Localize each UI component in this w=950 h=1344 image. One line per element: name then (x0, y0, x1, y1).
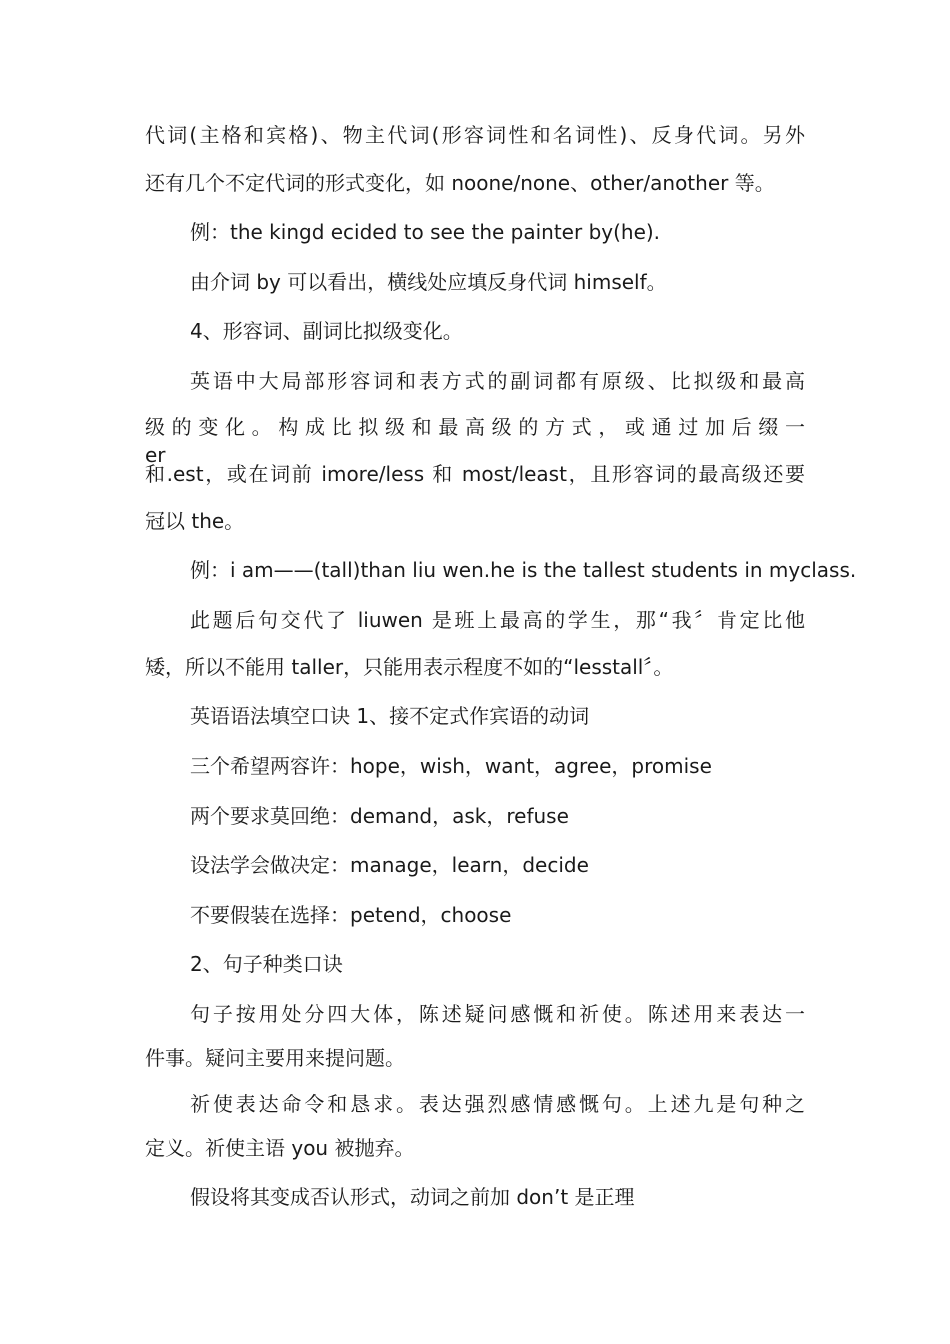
text-line: 例：the kingd ecided to see the painter by(he). (190, 220, 661, 244)
text-line: 假设将其变成否认形式，动词之前加 don’t 是正理 (190, 1185, 635, 1209)
text-line: 矮，所以不能用 taller，只能用表示程度不如的“lesstall〞。 (145, 655, 674, 679)
text-line: 级 的 变 化 。 构 成 比 拟 级 和 最 高 级 的 方 式 ， 或 通 过 加 后 缀 一 er (145, 415, 805, 467)
section-heading: 2、句子种类口诀 (190, 952, 343, 976)
text-line: 英语中大局部形容词和表方式的副词都有原级、比拟级和最高 (190, 369, 805, 393)
text-line: 和.est，或在词前 imore/less 和 most/least，且形容词的最高级还要 (145, 462, 805, 486)
section-heading: 4、形容词、副词比拟级变化。 (190, 319, 463, 343)
text-line: 由介词 by 可以看出，横线处应填反身代词 himself。 (190, 270, 667, 294)
text-line: 此题后句交代了 liuwen 是班上最高的学生，那“我〞肯定比他 (190, 608, 805, 632)
text-line: 还有几个不定代词的形式变化，如 noone/none、other/another 等。 (145, 171, 775, 195)
text-line: 不要假装在选择：petend，choose (190, 903, 512, 927)
text-line: 例：i am——(tall)than liu wen.he is the tallest students in myclass. (190, 558, 857, 582)
text-line: 代词(主格和宾格)、物主代词(形容词性和名词性)、反身代词。另外 (145, 123, 805, 147)
text-line: 三个希望两容许：hope，wish，want，agree，promise (190, 754, 712, 778)
text-line: 件事。疑问主要用来提问题。 (145, 1046, 405, 1070)
text-line: 冠以 the。 (145, 509, 245, 533)
text-line: 祈使表达命令和恳求。表达强烈感情感慨句。上述九是句种之 (190, 1092, 805, 1116)
text-line: 两个要求莫回绝：demand，ask，refuse (190, 804, 569, 828)
text-line: 句子按用处分四大体，陈述疑问感慨和祈使。陈述用来表达一 (190, 1002, 805, 1026)
text-line: 设法学会做决定：manage，learn，decide (190, 853, 589, 877)
text-line: 定义。祈使主语 you 被抛弃。 (145, 1136, 415, 1160)
section-heading: 英语语法填空口诀 1、接不定式作宾语的动词 (190, 704, 590, 728)
